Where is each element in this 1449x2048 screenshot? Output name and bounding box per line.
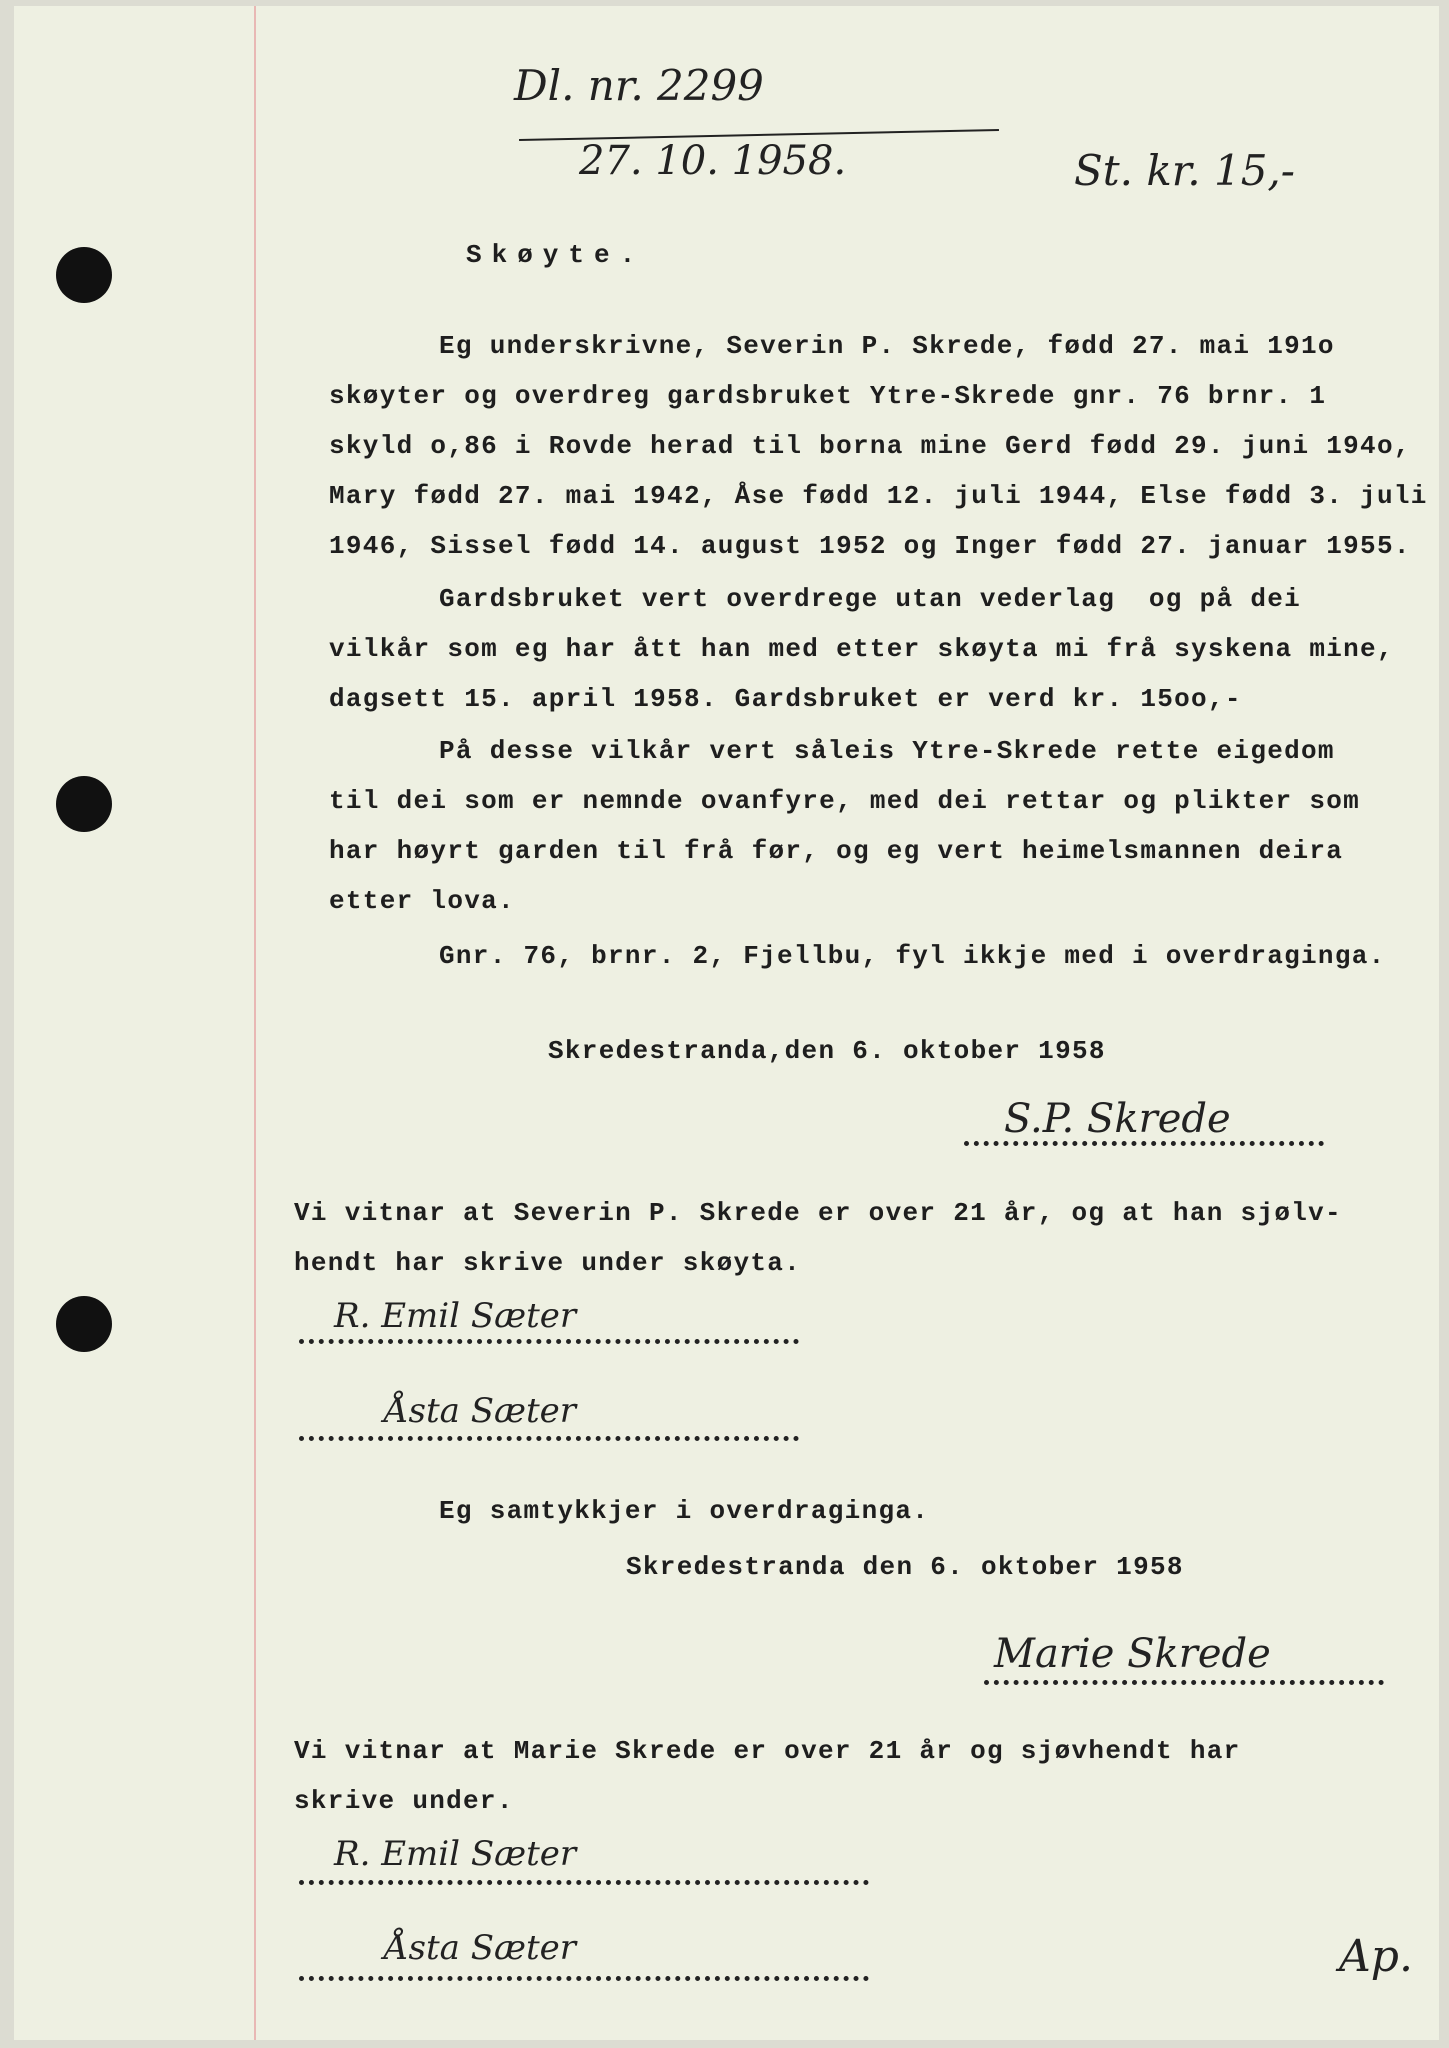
body-line: skøyter og overdreg gardsbruket Ytre-Skrede gnr. 76 brnr. 1 bbox=[329, 381, 1327, 411]
fee-note: St. kr. 15,- bbox=[1074, 146, 1295, 195]
witness-signature: R. Emil Sæter bbox=[334, 1834, 577, 1874]
document-title: Skøyte. bbox=[466, 240, 646, 270]
body-line: Eg underskrivne, Severin P. Skrede, fødd 27. mai 191o bbox=[439, 331, 1335, 361]
body-line: til dei som er nemnde ovanfyre, med dei rettar og plikter som bbox=[329, 786, 1361, 816]
witness-text-2: Vi vitnar at Marie Skrede er over 21 år og sjøvhendt har bbox=[294, 1736, 1241, 1766]
witness-signature: R. Emil Sæter bbox=[334, 1296, 577, 1336]
binder-hole-3 bbox=[56, 1296, 112, 1352]
body-line: Mary fødd 27. mai 1942, Åse fødd 12. juli 1944, Else fødd 3. juli bbox=[329, 481, 1428, 511]
witness-text-1: hendt har skrive under skøyta. bbox=[294, 1248, 802, 1278]
witness-signature: Åsta Sæter bbox=[384, 1391, 577, 1431]
doc-number: Dl. nr. 2299 bbox=[514, 61, 764, 110]
witness-line bbox=[299, 1976, 869, 1981]
signature-line-2 bbox=[984, 1680, 1384, 1685]
binder-hole-1 bbox=[56, 247, 112, 303]
place-date-1: Skredestranda,den 6. oktober 1958 bbox=[548, 1036, 1106, 1066]
body-line: skyld o,86 i Rovde herad til borna mine Gerd fødd 29. juni 194o, bbox=[329, 431, 1411, 461]
doc-date: 27. 10. 1958. bbox=[579, 138, 847, 184]
body-line: vilkår som eg har ått han med etter skøyta mi frå syskena mine, bbox=[329, 634, 1394, 664]
body-line: har høyrt garden til frå før, og eg vert heimelsmannen deira bbox=[329, 836, 1344, 866]
witness-signature: Åsta Sæter bbox=[384, 1928, 577, 1968]
witness-line bbox=[299, 1339, 799, 1344]
body-line: Gnr. 76, brnr. 2, Fjellbu, fyl ikkje med i overdraginga. bbox=[439, 941, 1386, 971]
body-line: Gardsbruket vert overdrege utan vederlag og på dei bbox=[439, 584, 1302, 614]
margin-line bbox=[254, 6, 256, 2040]
witness-line bbox=[299, 1436, 799, 1441]
body-line: På desse vilkår vert såleis Ytre-Skrede rette eigedom bbox=[439, 736, 1335, 766]
consent-text: Eg samtykkjer i overdraginga. bbox=[439, 1496, 930, 1526]
body-line: dagsett 15. april 1958. Gardsbruket er verd kr. 15oo,- bbox=[329, 684, 1242, 714]
document-page bbox=[14, 6, 1439, 2040]
signature-2: Marie Skrede bbox=[994, 1631, 1271, 1677]
signature-line-1 bbox=[964, 1141, 1324, 1146]
signature-1: S.P. Skrede bbox=[1004, 1096, 1231, 1142]
witness-line bbox=[299, 1880, 869, 1885]
body-line: etter lova. bbox=[329, 886, 515, 916]
body-line: 1946, Sissel fødd 14. august 1952 og Inger fødd 27. januar 1955. bbox=[329, 531, 1411, 561]
binder-hole-2 bbox=[56, 776, 112, 832]
place-date-2: Skredestranda den 6. oktober 1958 bbox=[626, 1552, 1184, 1582]
clerk-initials: Ap. bbox=[1339, 1931, 1413, 1982]
witness-text-2: skrive under. bbox=[294, 1786, 514, 1816]
witness-text-1: Vi vitnar at Severin P. Skrede er over 21 år, og at han sjølv- bbox=[294, 1198, 1342, 1228]
